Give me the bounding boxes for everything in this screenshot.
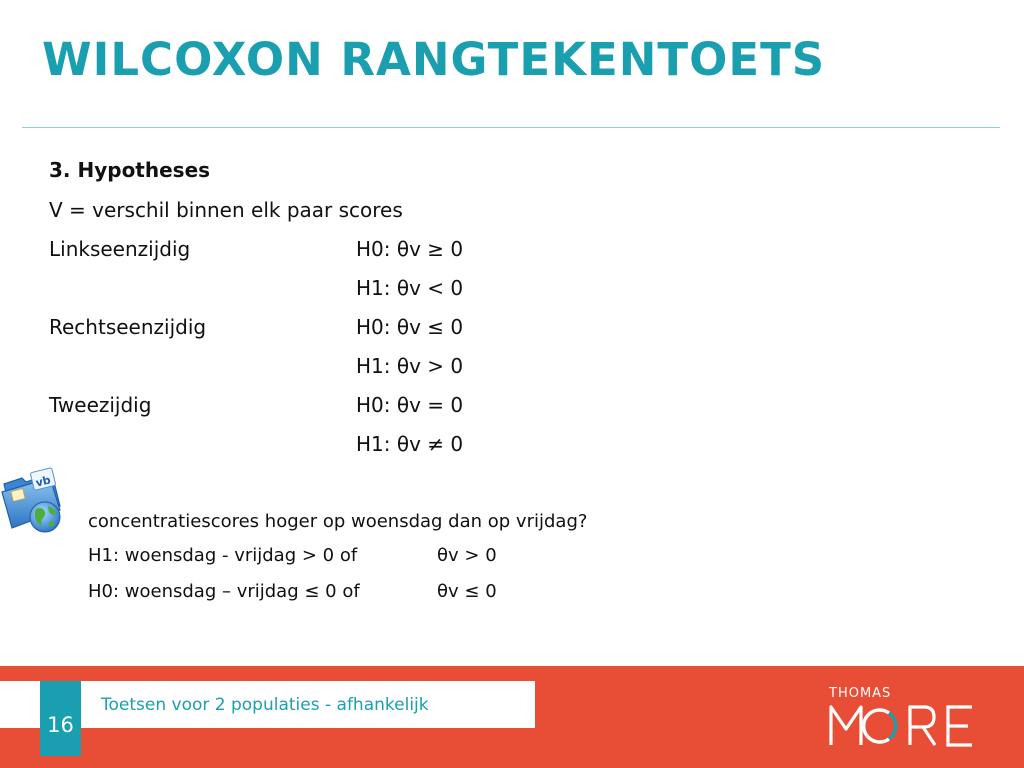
hypothesis-left-h0: H0: θv ≥ 0 — [356, 237, 464, 261]
hypothesis-right-h1: H1: θv > 0 — [356, 354, 464, 378]
footer-subtitle: Toetsen voor 2 populaties - afhankelijk — [101, 695, 429, 715]
hypothesis-right-h0: H0: θv ≤ 0 — [356, 315, 464, 339]
vb-folder-globe-icon — [0, 466, 66, 536]
hypothesis-two-sided-h0: H0: θv = 0 — [356, 393, 464, 417]
hypothesis-label-right: Rechtseenzijdig — [49, 315, 207, 339]
thomas-more-logo — [828, 703, 978, 747]
example-h0-theta: θv ≤ 0 — [437, 581, 497, 602]
example-question: concentratiescores hoger op woensdag dan op vrijdag? — [88, 511, 588, 532]
hypothesis-left-h1: H1: θv < 0 — [356, 276, 464, 300]
slide-title: WILCOXON RANGTEKENTOETS — [42, 33, 826, 86]
page-number: 16 — [47, 713, 74, 737]
example-h1-theta: θv > 0 — [437, 545, 497, 566]
example-h0-text: H0: woensdag – vrijdag ≤ 0 of — [88, 581, 360, 602]
hypothesis-label-left: Linkseenzijdig — [49, 237, 191, 261]
example-h0-row — [88, 580, 497, 604]
example-h1-text: H1: woensdag - vrijdag > 0 of — [88, 545, 358, 566]
hypothesis-label-two-sided: Tweezijdig — [49, 393, 152, 417]
example-h1-row — [88, 544, 497, 568]
vb-icon-text: vb — [34, 473, 53, 490]
section-heading: 3. Hypotheses — [49, 158, 211, 182]
logo-thomas-text: THOMAS — [829, 686, 892, 701]
title-divider — [22, 127, 1000, 128]
hypothesis-two-sided-h1: H1: θv ≠ 0 — [356, 432, 464, 456]
definition-text: V = verschil binnen elk paar scores — [49, 198, 403, 222]
